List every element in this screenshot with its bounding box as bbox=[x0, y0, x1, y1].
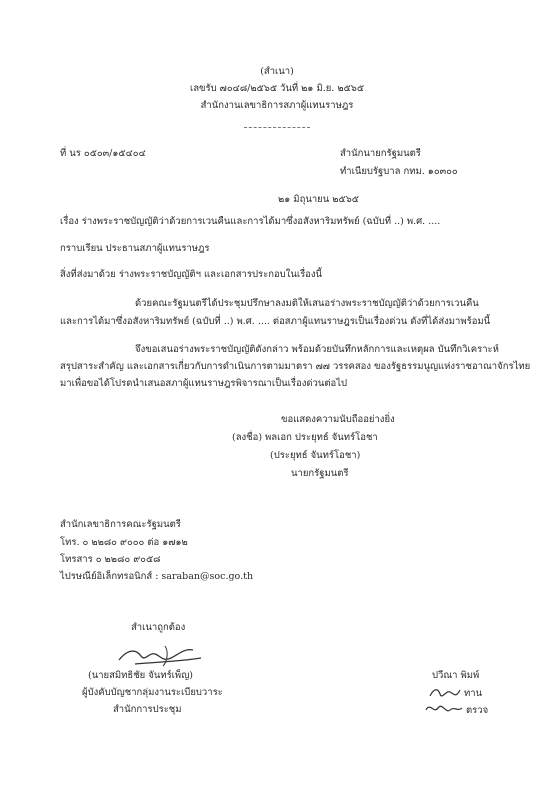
examined-word: ทาน bbox=[464, 688, 483, 699]
certified-copy-label: สำเนาถูกต้อง bbox=[131, 622, 186, 633]
letter-enclosure: สิ่งที่ส่งมาด้วย ร่างพระราชบัญญัติฯ และเอกสารประกอบในเรื่องนี้ bbox=[60, 269, 323, 280]
received-office: สำนักงานเลขาธิการสภาผู้แทนราษฎร bbox=[200, 100, 354, 111]
sender-address: ทำเนียบรัฐบาล กทม. ๑๐๓๐๐ bbox=[340, 166, 458, 177]
dotted-divider bbox=[244, 127, 310, 128]
checked-word: ตรวจ bbox=[466, 705, 489, 716]
paragraph-2-line-2: สรุปสาระสำคัญ และเอกสารเกี่ยวกับการดำเนินการตามมาตรา ๗๗ วรรคสอง ของรัฐธรรมนูญแห่งราชอาณาจักรไทย bbox=[60, 361, 531, 372]
closing-phrase: ขอแสดงความนับถืออย่างยิ่ง bbox=[281, 414, 395, 425]
contact-office: สำนักเลขาธิการคณะรัฐมนตรี bbox=[60, 519, 181, 530]
signatory-name: (ประยุทธ์ จันทร์โอชา) bbox=[270, 450, 361, 461]
checker-initials-icon bbox=[424, 700, 464, 718]
paragraph-2-line-1: จึงขอเสนอร่างพระราชบัญญัติดังกล่าว พร้อมด้วยบันทึกหลักการและเหตุผล บันทึกวิเคราะห์ bbox=[135, 344, 499, 355]
contact-fax: โทรสาร ๐ ๒๒๘๐ ๙๐๕๘ bbox=[60, 554, 161, 565]
paragraph-2-line-3: มาเพื่อขอได้โปรดนำเสนอสภาผู้แทนราษฎรพิจารณาเป็นเรื่องด่วนต่อไป bbox=[60, 378, 348, 389]
received-number: เลขรับ ๗๐๔๘/๒๕๖๕ วันที่ ๒๑ มิ.ย. ๒๕๖๕ bbox=[189, 83, 365, 94]
contact-phone: โทร. ๐ ๒๒๘๐ ๙๐๐๐ ต่อ ๑๗๑๒ bbox=[60, 537, 188, 548]
letter-date: ๒๑ มิถุนายน ๒๕๖๕ bbox=[278, 194, 359, 205]
copy-label: (สำเนา) bbox=[260, 66, 294, 77]
certifier-title: ผู้บังคับบัญชากลุ่มงานระเบียบวาระ bbox=[82, 687, 223, 698]
signatory-position: นายกรัฐมนตรี bbox=[291, 468, 349, 479]
signed-line: (ลงชื่อ) พลเอก ประยุทธ์ จันทร์โอชา bbox=[232, 432, 378, 443]
letter-subject: เรื่อง ร่างพระราชบัญญัติว่าด้วยการเวนคืนและการได้มาซึ่งอสังหาริมทรัพย์ (ฉบับที่ ..) พ.ศ. .... bbox=[60, 216, 441, 227]
typed-by: ปวีณา พิมพ์ bbox=[432, 670, 480, 681]
document-number: ที่ นร ๐๕๐๓/๑๕๔๐๔ bbox=[60, 148, 146, 159]
contact-email: ไปรษณีย์อิเล็กทรอนิกส์ : saraban@soc.go.th bbox=[60, 571, 254, 582]
certifier-signature-icon bbox=[115, 640, 205, 670]
paragraph-1-line-1: ด้วยคณะรัฐมนตรีได้ประชุมปรึกษาลงมติให้เสนอร่างพระราชบัญญัติว่าด้วยการเวนคืน bbox=[135, 298, 479, 309]
certifier-office: สำนักการประชุม bbox=[113, 704, 182, 715]
sender-office: สำนักนายกรัฐมนตรี bbox=[340, 148, 421, 159]
letter-recipient: กราบเรียน ประธานสภาผู้แทนราษฎร bbox=[60, 243, 210, 254]
paragraph-1-line-2: และการได้มาซึ่งอสังหาริมทรัพย์ (ฉบับที่ ..) พ.ศ. .... ต่อสภาผู้แทนราษฎรเป็นเรื่องด่วน ดังที่ได้ส่งมาพร้อมนี้ bbox=[60, 316, 491, 327]
certifier-name: (นายสมิทธิชัย จันทร์เพ็ญ) bbox=[88, 670, 193, 681]
